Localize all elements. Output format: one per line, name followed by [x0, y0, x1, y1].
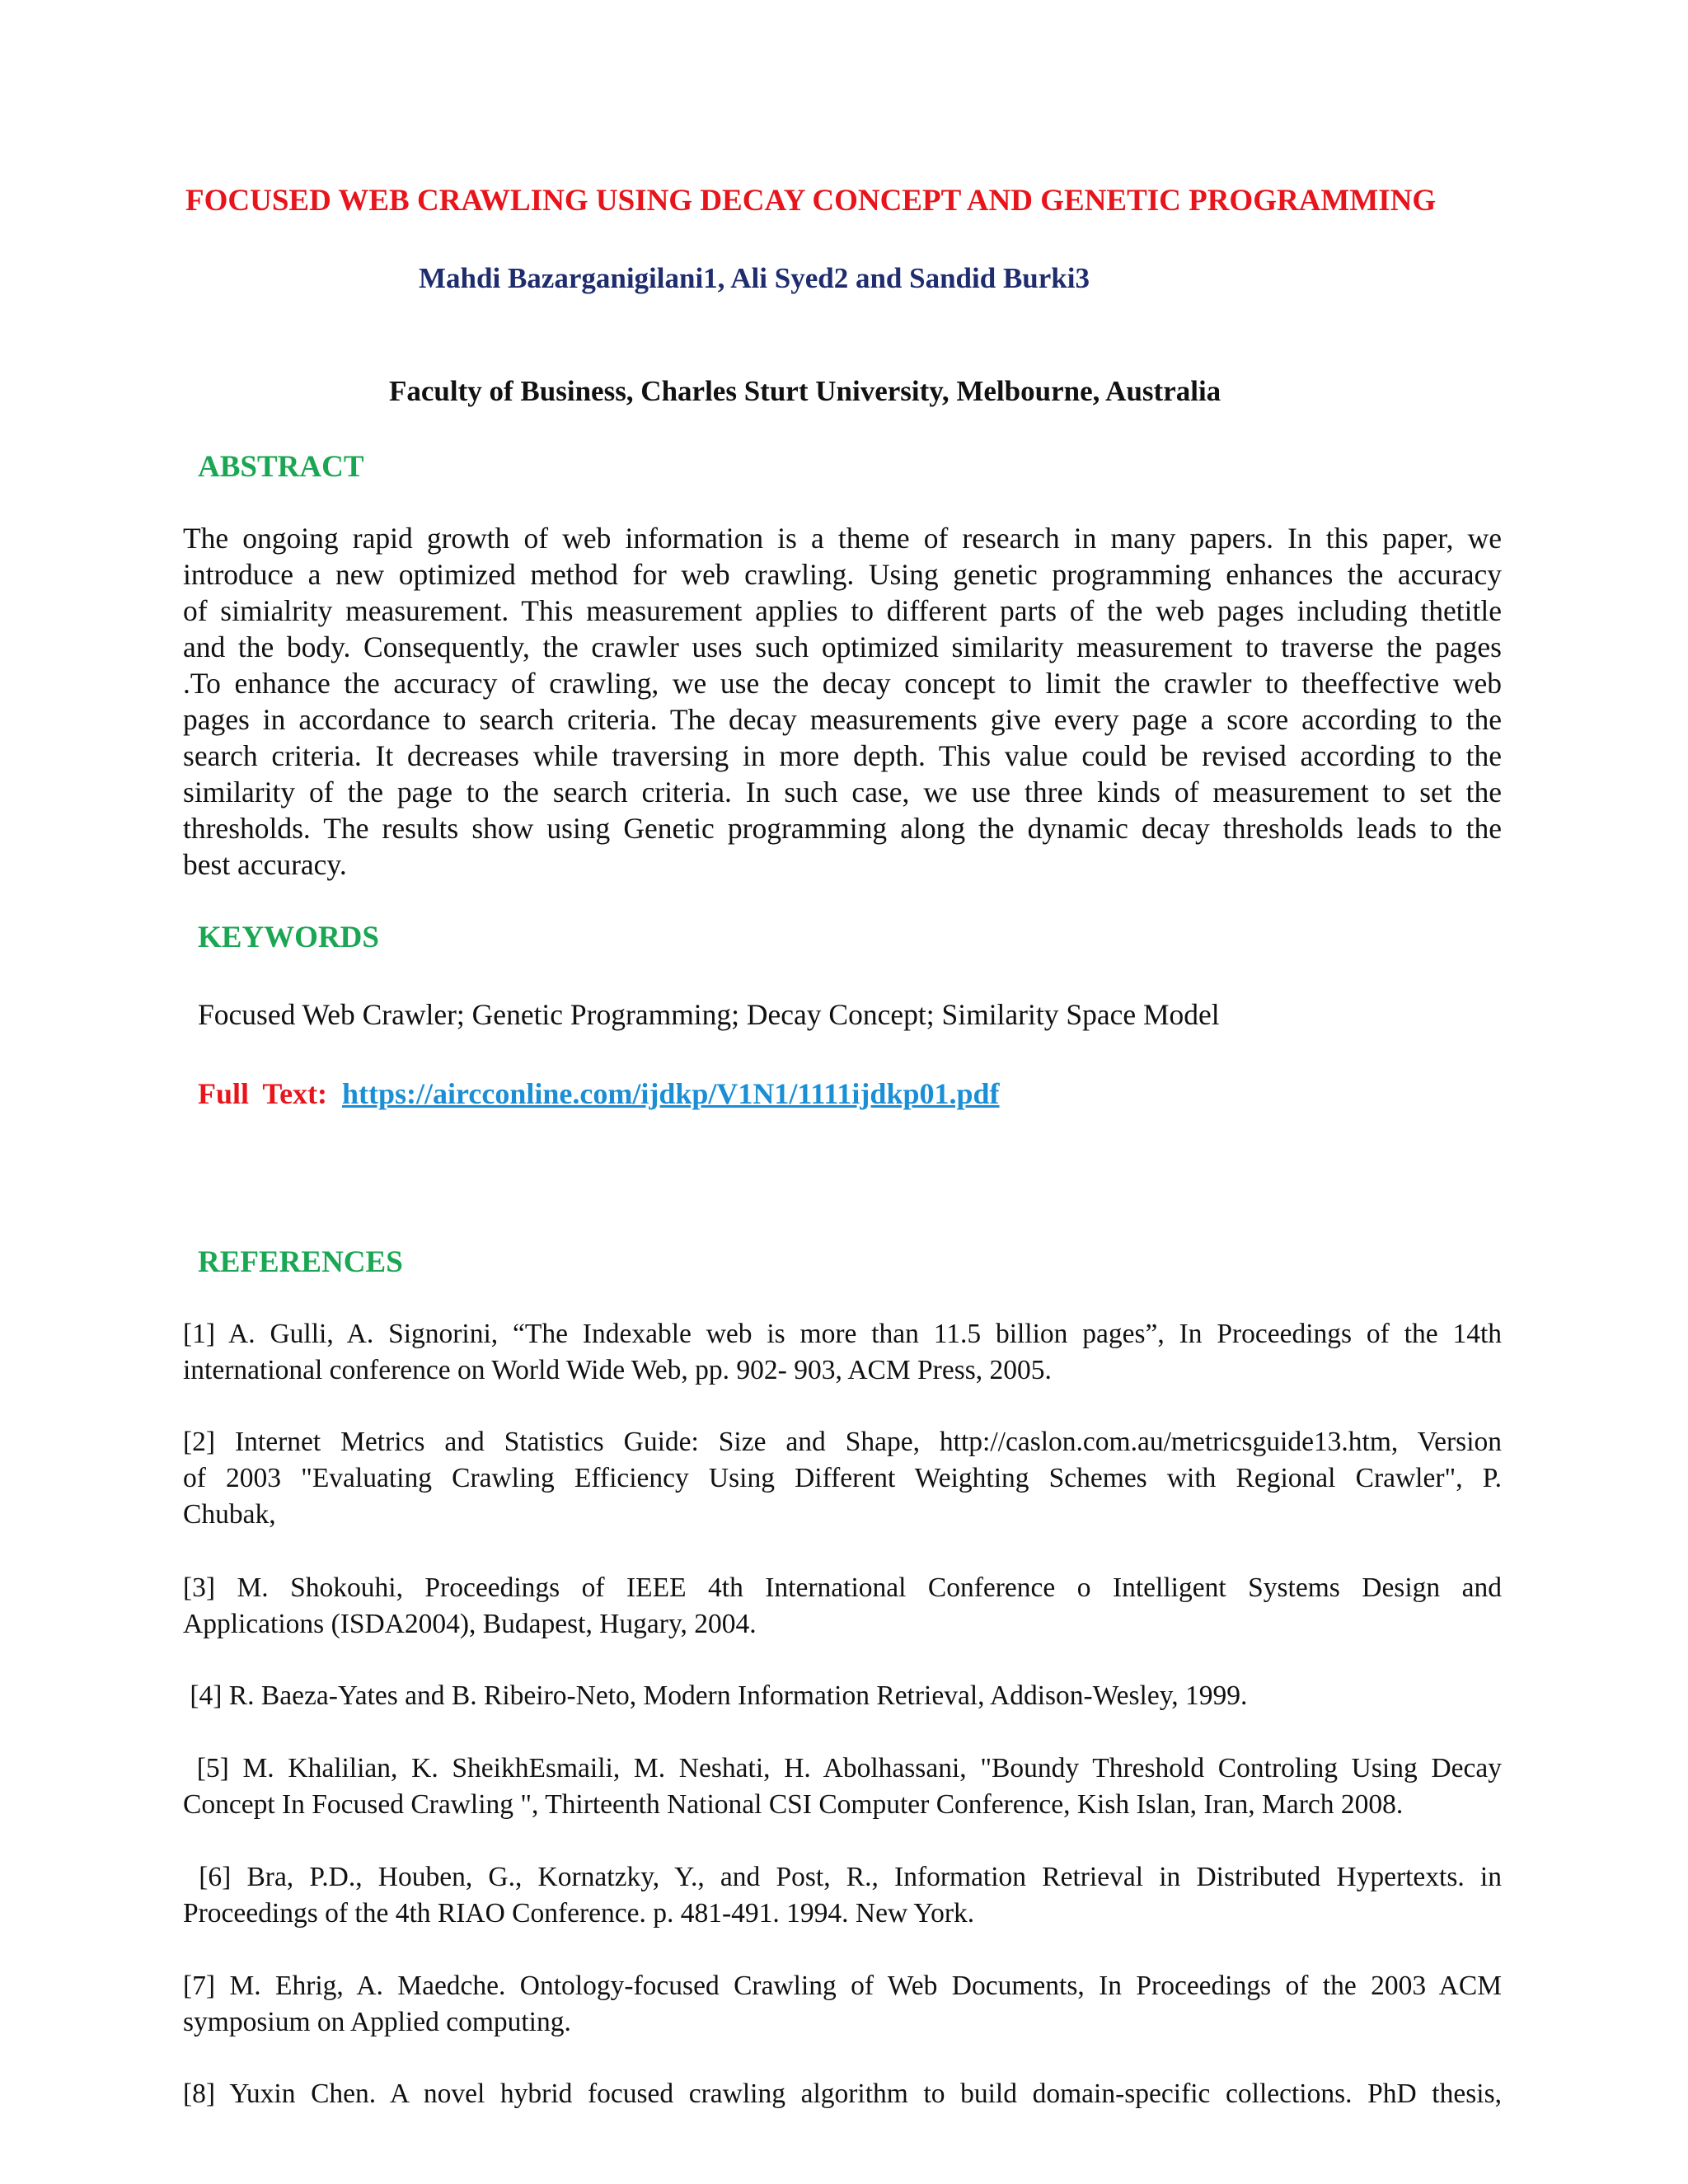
references-heading: REFERENCES — [198, 1245, 403, 1279]
reference-line: [2] Internet Metrics and Statistics Guide: Size and Shape, http://caslon.com.au/metricsguide13.htm, Version — [183, 1427, 1502, 1457]
reference-line: of 2003 "Evaluating Crawling Efficiency Using Different Weighting Schemes with Regional Crawler", P. — [183, 1463, 1502, 1493]
reference-line: [6] Bra, P.D., Houben, G., Kornatzky, Y., and Post, R., Information Retrieval in Distributed Hypertexts. in — [183, 1862, 1502, 1892]
reference-item — [183, 1678, 1502, 1714]
reference-line: international conference on World Wide Web, pp. 902- 903, ACM Press, 2005. — [183, 1355, 1052, 1385]
reference-item — [183, 2076, 1502, 2112]
full-text-label: Full Text: — [198, 1077, 328, 1110]
affiliation: Faculty of Business, Charles Sturt University, Melbourne, Australia — [389, 375, 1221, 407]
full-text-link[interactable]: https://aircconline.com/ijdkp/V1N1/1111ijdkp01.pdf — [342, 1077, 1000, 1110]
abstract-line: similarity of the page to the search criteria. In such case, we use three kinds of measurement to set the — [183, 776, 1502, 808]
abstract-line: introduce a new optimized method for web crawling. Using genetic programming enhances the accuracy — [183, 558, 1502, 591]
reference-line: Concept In Focused Crawling ", Thirteenth National CSI Computer Conference, Kish Islan, Iran, March 2008. — [183, 1789, 1404, 1820]
reference-item — [183, 1968, 1502, 2041]
abstract-line: search criteria. It decreases while traversing in more depth. This value could be revised according to the — [183, 739, 1502, 772]
abstract-heading: ABSTRACT — [198, 450, 364, 484]
reference-item — [183, 1424, 1502, 1533]
reference-item — [183, 1750, 1502, 1823]
abstract-line: The ongoing rapid growth of web information is a theme of research in many papers. In this paper, we — [183, 522, 1502, 555]
paper-title: FOCUSED WEB CRAWLING USING DECAY CONCEPT AND GENETIC PROGRAMMING — [185, 184, 1437, 218]
reference-item — [183, 1570, 1502, 1643]
abstract-line: thresholds. The results show using Genetic programming along the dynamic decay thresholds leads to the — [183, 812, 1502, 845]
reference-line: [3] M. Shokouhi, Proceedings of IEEE 4th International Conference o Intelligent Systems Design and — [183, 1572, 1502, 1603]
abstract-line: of simialrity measurement. This measurement applies to different parts of the web pages including thetitle — [183, 594, 1502, 627]
reference-line: [4] R. Baeza-Yates and B. Ribeiro-Neto, Modern Information Retrieval, Addison-Wesley, 1999. — [183, 1680, 1248, 1711]
reference-line: symposium on Applied computing. — [183, 2007, 571, 2037]
abstract-line: best accuracy. — [183, 848, 347, 881]
abstract-line: pages in accordance to search criteria. The decay measurements give every page a score according to the — [183, 703, 1502, 736]
abstract-line: .To enhance the accuracy of crawling, we use the decay concept to limit the crawler to theeffective web — [183, 667, 1502, 700]
reference-line: [7] M. Ehrig, A. Maedche. Ontology-focused Crawling of Web Documents, In Proceedings of the 2003 ACM — [183, 1971, 1502, 2001]
reference-line: Chubak, — [183, 1499, 276, 1530]
reference-item — [183, 1316, 1502, 1389]
reference-item — [183, 1859, 1502, 1932]
abstract-line: and the body. Consequently, the crawler uses such optimized similarity measurement to traverse the pages — [183, 630, 1502, 663]
reference-line: [1] A. Gulli, A. Signorini, “The Indexable web is more than 11.5 billion pages”, In Proceedings of the 14th — [183, 1319, 1502, 1349]
author-list: Mahdi Bazarganigilani1, Ali Syed2 and Sandid Burki3 — [419, 262, 1090, 294]
keywords-text: Focused Web Crawler; Genetic Programming; Decay Concept; Similarity Space Model — [198, 998, 1220, 1031]
keywords-heading: KEYWORDS — [198, 921, 379, 954]
reference-line: Applications (ISDA2004), Budapest, Hugary, 2004. — [183, 1609, 757, 1639]
reference-line: [8] Yuxin Chen. A novel hybrid focused crawling algorithm to build domain-specific collections. PhD thesis, — [183, 2079, 1502, 2109]
abstract-body — [183, 520, 1502, 883]
reference-line: Proceedings of the 4th RIAO Conference. p. 481-491. 1994. New York. — [183, 1898, 975, 1929]
reference-line: [5] M. Khalilian, K. SheikhEsmaili, M. Neshati, H. Abolhassani, "Boundy Threshold Controling Using Decay — [183, 1753, 1502, 1783]
full-text-row — [198, 1076, 1000, 1111]
